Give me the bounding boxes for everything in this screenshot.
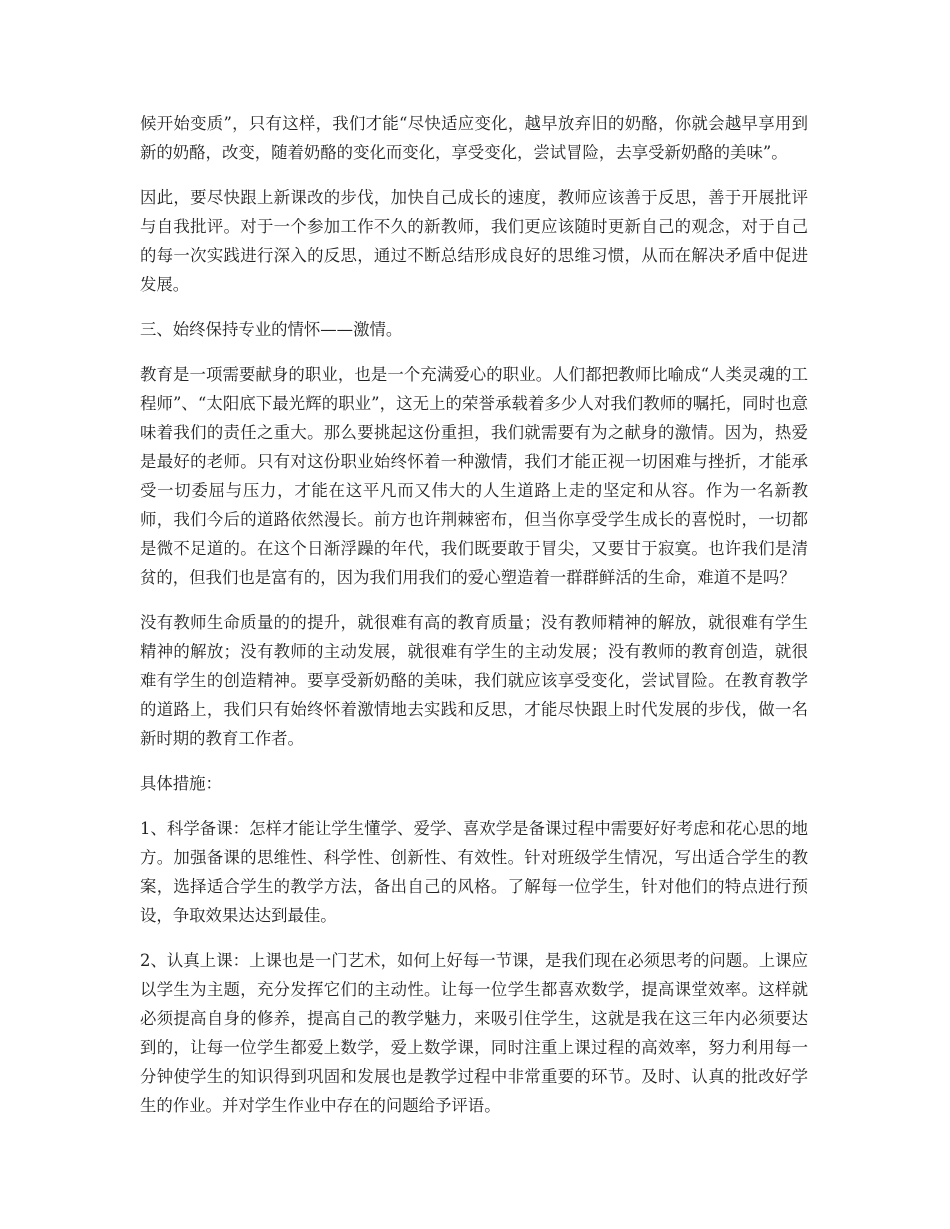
document-body	[140, 109, 808, 1136]
paragraph-reflection: 因此，要尽快跟上新课改的步伐，加快自己成长的速度，教师应该善于反思，善于开展批评与自我批评。对于一个参加工作不久的新教师，我们更应该随时更新自己的观念，对于自己的每一次实践进行深入的反思，通过不断总结形成良好的思维习惯，从而在解决矛盾中促进发展。	[140, 188, 808, 294]
section-heading-measures: 具体措施：	[140, 774, 222, 793]
list-item-lesson-prep: 1、科学备课：怎样才能让学生懂学、爱学、喜欢学是备课过程中需要好好考虑和花心思的地方。加强备课的思维性、科学性、创新性、有效性。针对班级学生情况，写出适合学生的教案，选择适合学生的教学方法，备出自己的风格。了解每一位学生，针对他们的特点进行预设，争取效果达达到最佳。	[140, 819, 808, 925]
paragraph-cheese-change: 候开始变质”，只有这样，我们才能“尽快适应变化，越早放弃旧的奶酪，你就会越早享用到新的奶酪，改变，随着奶酪的变化而变化，享受变化，尝试冒险，去享受新奶酪的美味”。	[140, 114, 808, 162]
paragraph-dedication: 教育是一项需要献身的职业，也是一个充满爱心的职业。人们都把教师比喻成“人类灵魂的工程师”、“太阳底下最光辉的职业”，这无上的荣誉承载着多少人对我们教师的嘱托，同时也意味着我们的责任之重大。那么要挑起这份重担，我们就需要有为之献身的激情。因为，热爱是最好的老师。只有对这份职业始终怀着一种激情，我们才能正视一切困难与挫折，才能承受一切委屈与压力，才能在这平凡而又伟大的人生道路上走的坚定和从容。作为一名新教师，我们今后的道路依然漫长。前方也许荆棘密布，但当你享受学生成长的喜悦时，一切都是微不足道的。在这个日渐浮躁的年代，我们既要敢于冒尖，又要甘于寂寞。也许我们是清贫的，但我们也是富有的，因为我们用我们的爱心塑造着一群群鲜活的生命，难道不是吗？	[140, 365, 808, 587]
section-heading-passion: 三、始终保持专业的情怀——激情。	[140, 320, 403, 339]
list-item-teaching: 2、认真上课：上课也是一门艺术，如何上好每一节课，是我们现在必须思考的问题。上课应以学生为主题，充分发挥它们的主动性。让每一位学生都喜欢数学，提高课堂效率。这样就必须提高自身的修养，提高自己的教学魅力，来吸引住学生，这就是我在这三年内必须要达到的，让每一位学生都爱上数学，爱上数学课，同时注重上课过程的高效率，努力利用每一分钟使学生的知识得到巩固和发展也是教学过程中非常重要的环节。及时、认真的批改好学生的作业。并对学生作业中存在的问题给予评语。	[140, 951, 808, 1115]
paragraph-teacher-growth: 没有教师生命质量的的提升，就很难有高的教育质量；没有教师精神的解放，就很难有学生精神的解放；没有教师的主动发展，就很难有学生的主动发展；没有教师的教育创造，就很难有学生的创造精神。要享受新奶酪的美味，我们就应该享受变化，尝试冒险。在教育教学的道路上，我们只有始终怀着激情地去实践和反思，才能尽快跟上时代发展的步伐，做一名新时期的教育工作者。	[140, 613, 808, 748]
